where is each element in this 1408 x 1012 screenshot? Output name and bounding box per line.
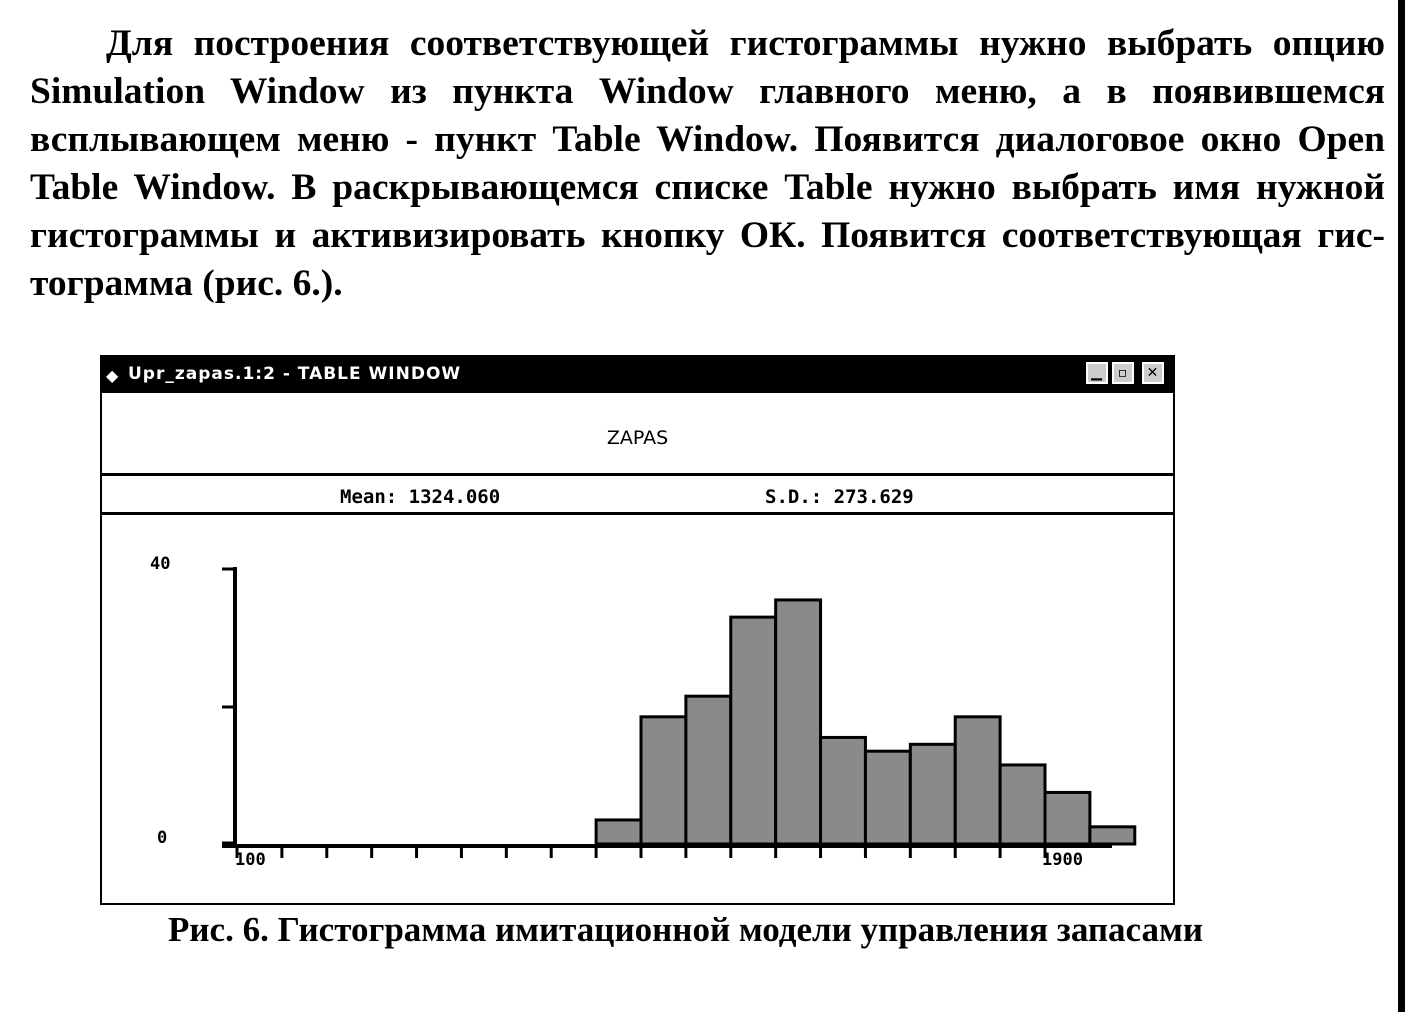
system-menu-icon[interactable]: ◆ <box>106 366 120 385</box>
histogram-bar <box>641 717 686 844</box>
paragraph-line: всплывающем меню - пункт Table Window. Появится диалоговое окно Open <box>30 119 1385 160</box>
histogram-bar <box>731 617 776 844</box>
paragraph-line: Simulation Window из пункта Window главного меню, а в появившемся <box>30 71 1385 112</box>
histogram-chart <box>102 517 1173 902</box>
y-tick-label-max: 40 <box>150 554 171 574</box>
paragraph-line: гистограммы и активизировать кнопку ОК. Появится соответствующая гис- <box>30 215 1385 256</box>
histogram-bar <box>955 717 1000 844</box>
minimize-button[interactable]: ▁ <box>1086 362 1108 384</box>
mean-value: Mean: 1324.060 <box>340 486 501 508</box>
paragraph-line: Table Window. В раскрывающемся списке Table нужно выбрать имя нужной <box>30 167 1385 208</box>
window-titlebar[interactable] <box>102 357 1173 393</box>
x-tick-label-max: 1900 <box>1042 850 1083 870</box>
body-paragraph <box>30 20 1385 308</box>
figure-caption: Рис. 6. Гистограмма имитационной модели управления запасами <box>168 910 1204 949</box>
histogram-bar <box>1090 827 1135 844</box>
paragraph-line: Для построения соответствующей гистограммы нужно выбрать опцию <box>106 23 1385 64</box>
histogram-bar <box>865 751 910 844</box>
histogram-bar <box>686 696 731 844</box>
window-title: Upr_zapas.1:2 - TABLE WINDOW <box>128 364 462 384</box>
histogram-bar <box>1000 765 1045 844</box>
maximize-button[interactable]: ▫ <box>1112 362 1134 384</box>
table-window <box>100 355 1175 905</box>
close-button[interactable]: ✕ <box>1142 362 1164 384</box>
paragraph-line: тограмма (рис. 6.). <box>30 263 343 304</box>
x-tick-label-min: 100 <box>235 850 266 870</box>
page-right-border <box>1398 0 1405 1012</box>
header-divider <box>102 473 1173 476</box>
histogram-bar <box>910 744 955 844</box>
stats-divider <box>102 512 1173 515</box>
histogram-bar <box>596 820 641 844</box>
histogram-bar <box>1045 792 1090 844</box>
y-tick-label-min: 0 <box>157 828 168 848</box>
histogram-bar <box>821 737 866 844</box>
table-name: ZAPAS <box>606 427 669 449</box>
histogram-bar <box>776 600 821 844</box>
sd-value: S.D.: 273.629 <box>765 486 914 508</box>
